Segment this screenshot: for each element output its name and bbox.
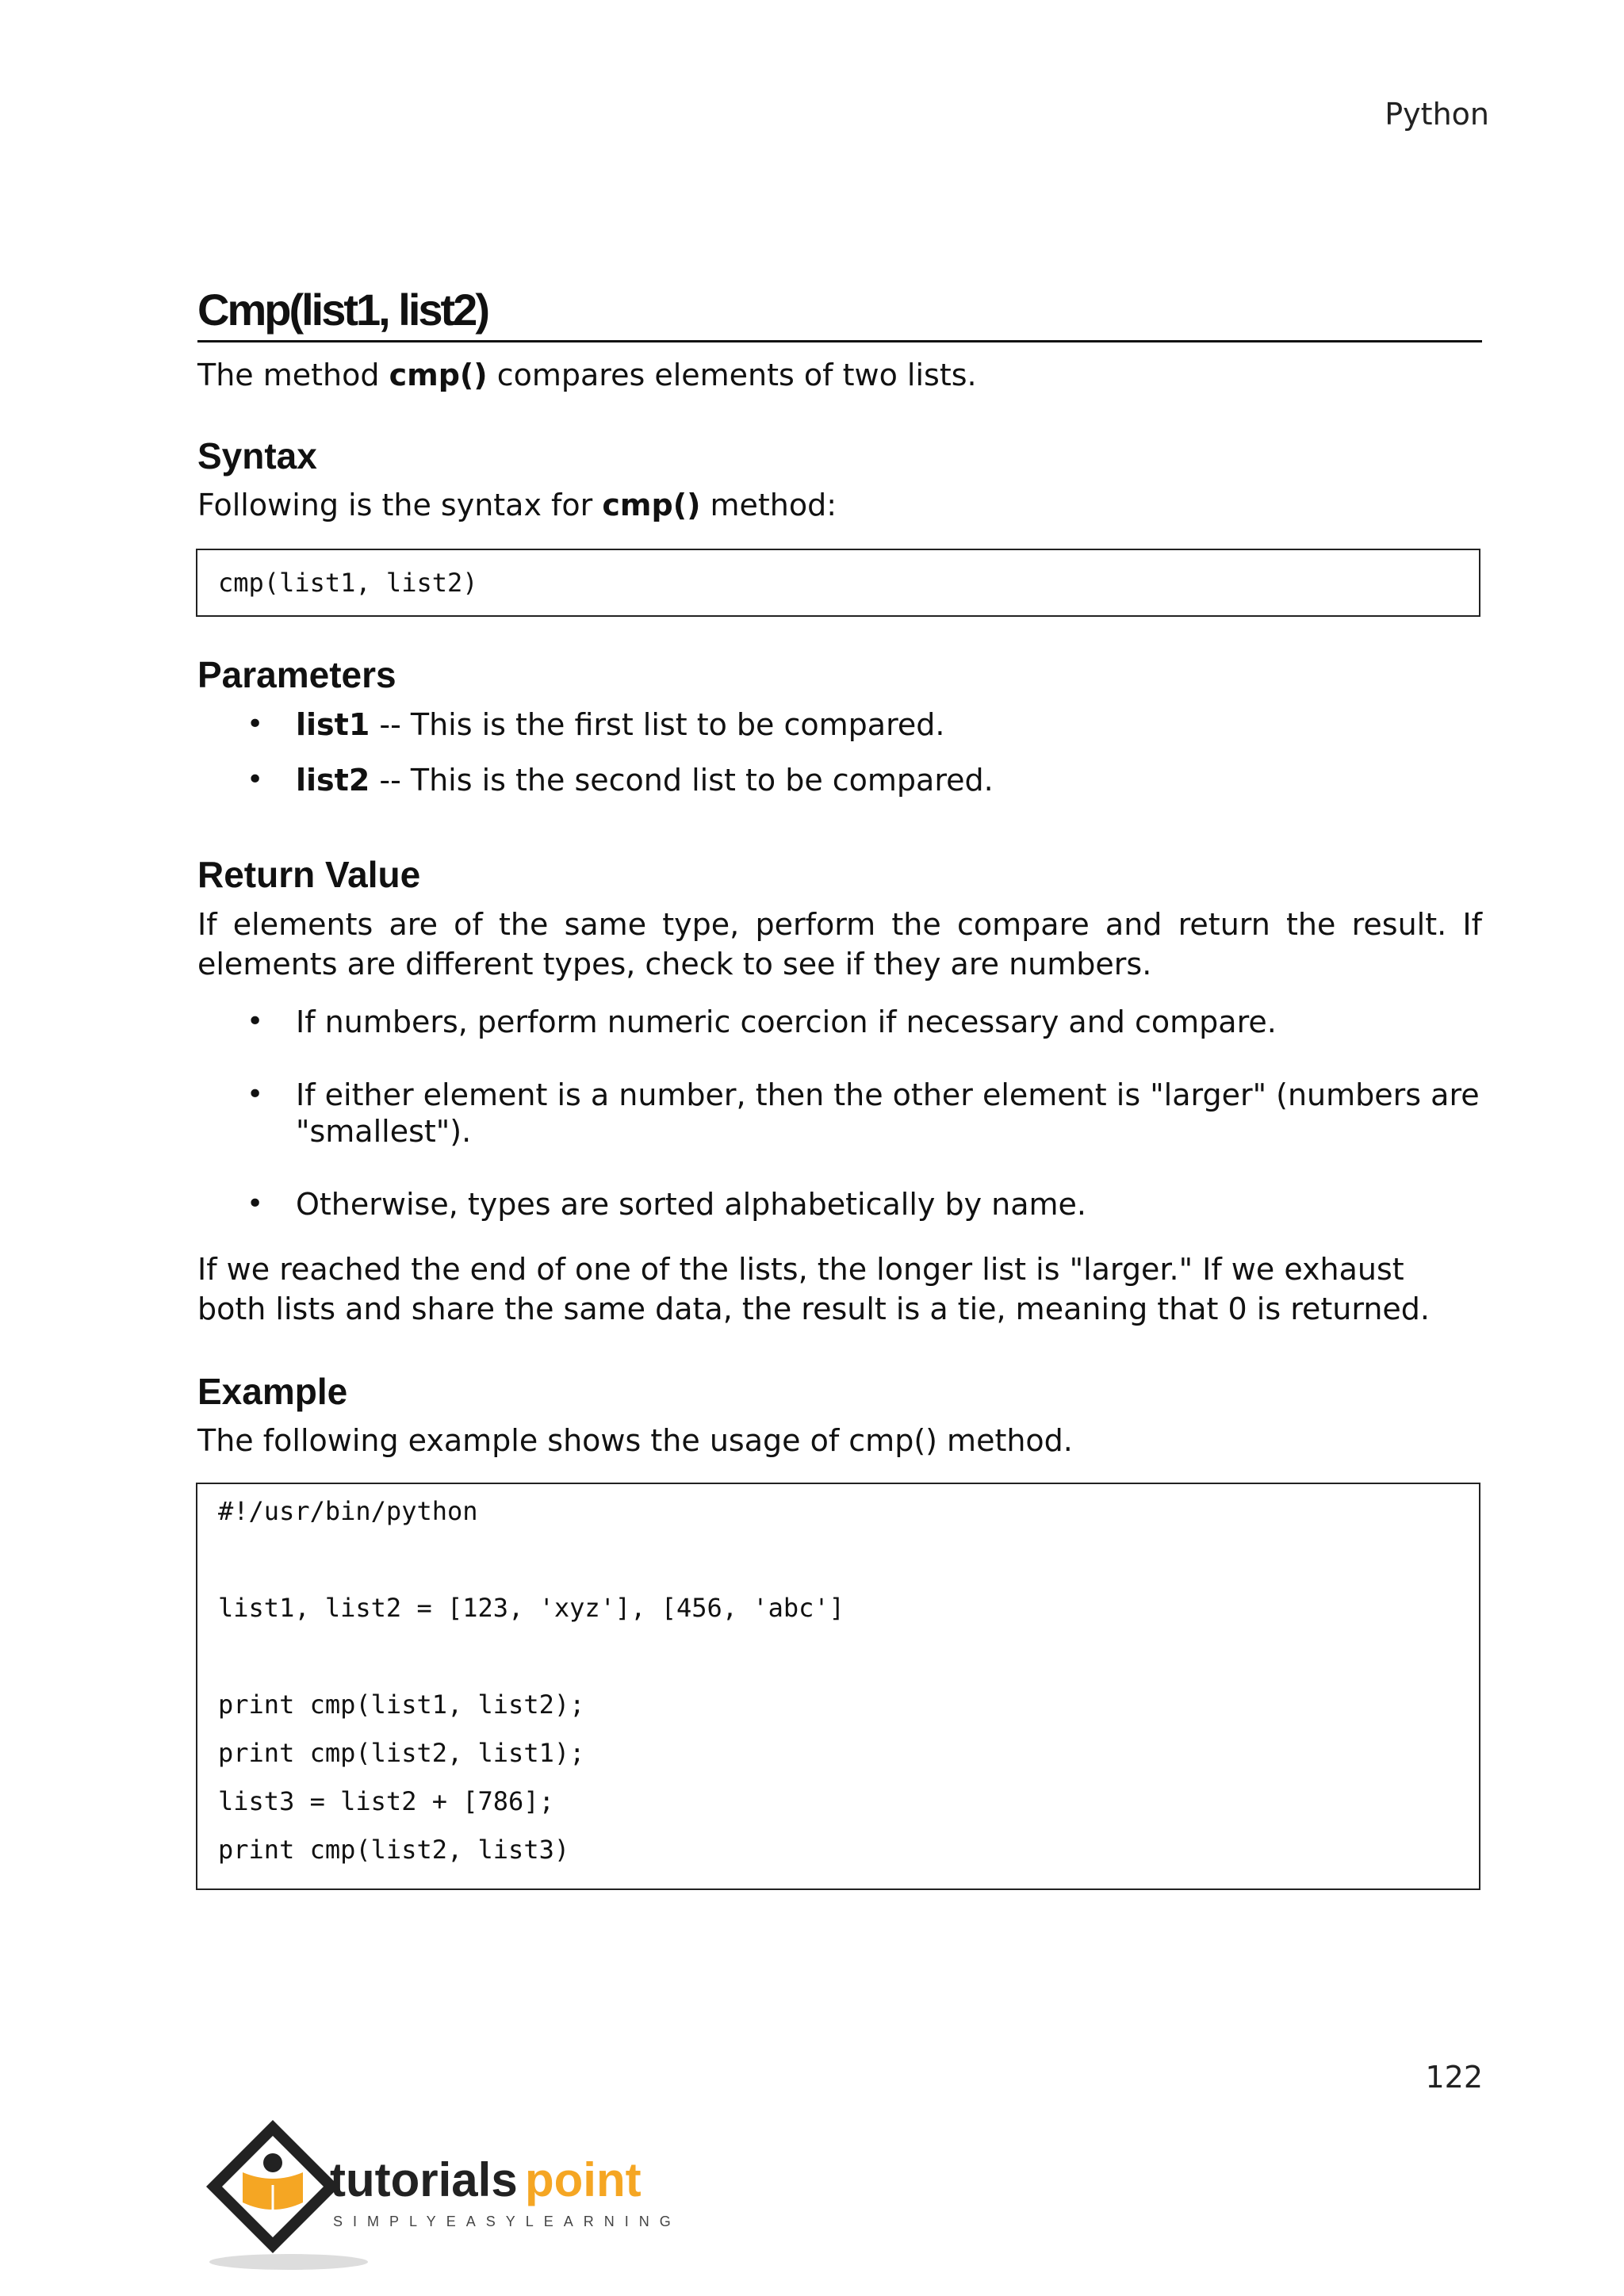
code-line: print cmp(list2, list3) xyxy=(218,1835,570,1865)
parameters-heading: Parameters xyxy=(197,654,396,695)
page-title: Cmp(list1, list2) xyxy=(197,284,1482,342)
code-line: print cmp(list2, list1); xyxy=(218,1738,585,1768)
syntax-heading: Syntax xyxy=(197,435,317,476)
parameters-list xyxy=(197,706,1482,798)
code-line: print cmp(list1, list2); xyxy=(218,1689,585,1720)
logo-tagline: SIMPLYEASYLEARNING xyxy=(333,2214,681,2229)
return-value-heading: Return Value xyxy=(197,854,421,895)
return-value-paragraph: If elements are of the same type, perform the compare and return the result. If elements are different types, check to see if they are numbers. xyxy=(197,907,1482,982)
code-line xyxy=(197,1632,1479,1681)
code-line: list1, list2 = [123, 'xyz'], [456, 'abc'] xyxy=(218,1593,845,1623)
list-item: • list2 -- This is the second list to be compared. xyxy=(197,762,1482,798)
list-item: • If either element is a number, then the other element is "larger" (numbers are "smallest"). xyxy=(197,1077,1482,1150)
intro-paragraph: The method cmp() compares elements of two lists. xyxy=(197,358,977,392)
code-line: cmp(list1, list2) xyxy=(218,568,478,598)
code-line: list3 = list2 + [786]; xyxy=(218,1786,554,1816)
example-paragraph: The following example shows the usage of cmp() method. xyxy=(197,1423,1073,1458)
list-item: • Otherwise, types are sorted alphabetically by name. xyxy=(197,1186,1482,1223)
logo-word-point: point xyxy=(525,2153,642,2206)
code-line: #!/usr/bin/python xyxy=(218,1496,478,1526)
page-number: 122 xyxy=(1425,2060,1483,2095)
running-header: Python xyxy=(1385,97,1489,132)
logo-shadow xyxy=(209,2254,368,2270)
syntax-code-block xyxy=(196,549,1480,617)
return-value-list xyxy=(197,1004,1482,1223)
logo-word-tutorials: tutorials xyxy=(330,2153,518,2206)
example-code-block xyxy=(196,1483,1480,1890)
code-line xyxy=(197,1536,1479,1584)
syntax-paragraph: Following is the syntax for cmp() method: xyxy=(197,488,837,522)
return-value-closing: If we reached the end of one of the lists, the longer list is "larger." If we exhaust both lists and share the same data, the result is a tie, meaning that 0 is returned. xyxy=(197,1252,1430,1326)
list-item: • If numbers, perform numeric coercion if necessary and compare. xyxy=(197,1004,1482,1040)
logo-graphic xyxy=(193,2115,685,2274)
example-heading: Example xyxy=(197,1371,348,1412)
list-item: • list1 -- This is the first list to be compared. xyxy=(197,706,1482,743)
reader-head-icon xyxy=(263,2153,282,2172)
tutorialspoint-logo xyxy=(193,2115,685,2277)
